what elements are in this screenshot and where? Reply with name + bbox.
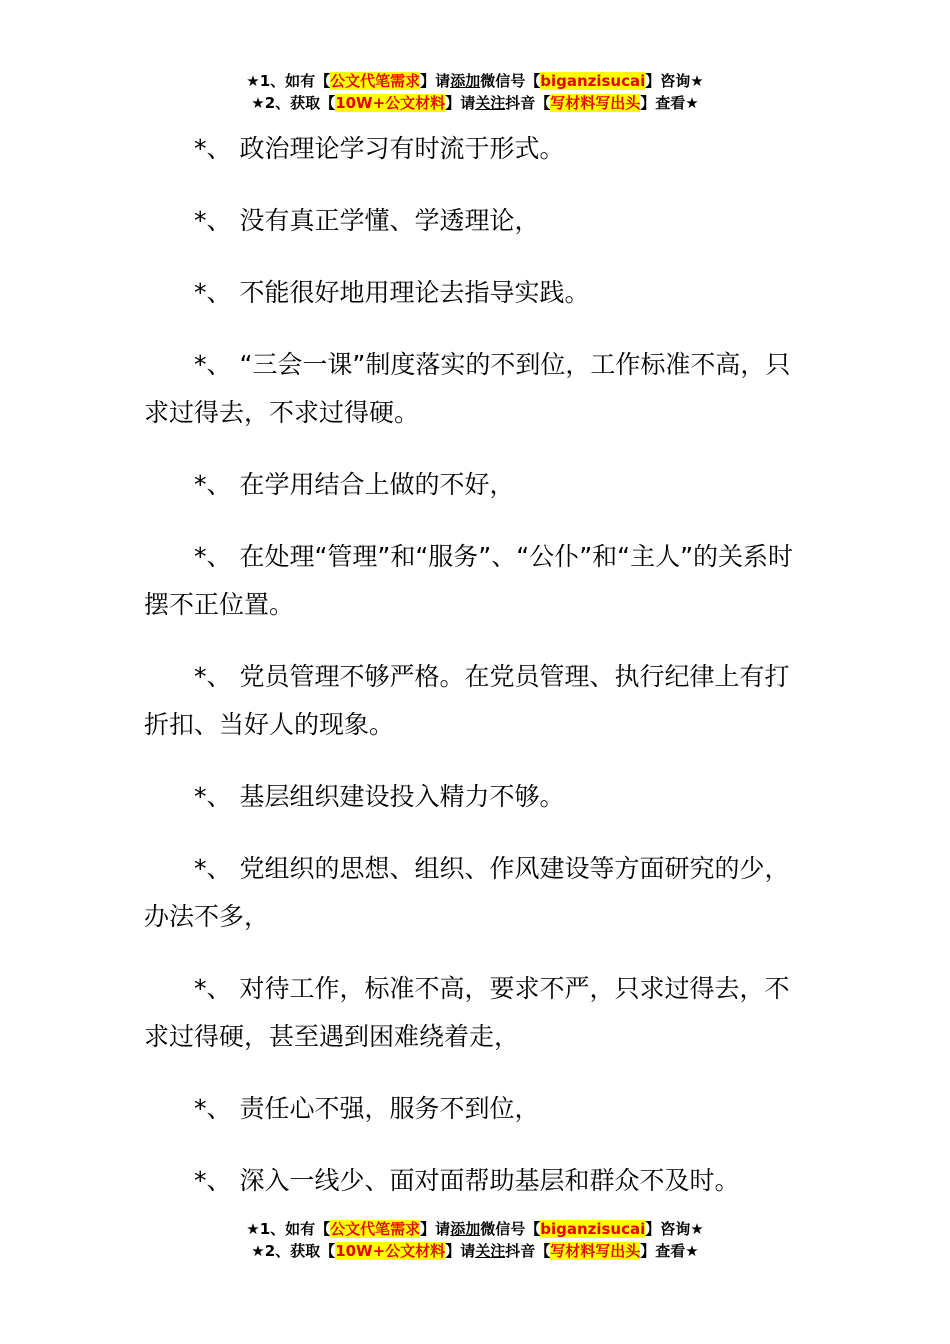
banner-douyin-id: 写材料写出头 bbox=[550, 94, 641, 112]
banner-text: ★1、如有【 bbox=[246, 1220, 331, 1238]
paragraph: *、 政治理论学习有时流于形式。 bbox=[194, 134, 565, 163]
footer-banner bbox=[0, 1218, 950, 1262]
paragraph: *、 党员管理不够严格。在党员管理、执行纪律上有打折扣、当好人的现象。 bbox=[144, 662, 790, 739]
paragraph: *、 深入一线少、面对面帮助基层和群众不及时。 bbox=[194, 1166, 740, 1195]
banner-underlined: 添加 bbox=[450, 72, 481, 90]
banner-text: 】请 bbox=[445, 94, 476, 112]
banner-underlined: 添加 bbox=[450, 1220, 481, 1238]
banner-highlight: 10W+公文材料 bbox=[335, 1242, 446, 1260]
banner-highlight: 公文代笔需求 bbox=[330, 1220, 421, 1238]
banner-highlight: 公文代笔需求 bbox=[330, 72, 421, 90]
banner-text: 】查看★ bbox=[640, 94, 699, 112]
banner-highlight: 10W+公文材料 bbox=[335, 94, 446, 112]
banner-wechat-id: biganzisucai bbox=[540, 1220, 646, 1238]
banner-text: 抖音【 bbox=[505, 1242, 551, 1260]
banner-wechat-id: biganzisucai bbox=[540, 72, 646, 90]
paragraph: *、 基层组织建设投入精力不够。 bbox=[194, 782, 565, 811]
document-body bbox=[144, 125, 810, 1229]
paragraph: *、 在学用结合上做的不好， bbox=[194, 470, 515, 499]
banner-text: 】查看★ bbox=[640, 1242, 699, 1260]
banner-text: ★1、如有【 bbox=[246, 72, 331, 90]
paragraph: *、 不能很好地用理论去指导实践。 bbox=[194, 278, 590, 307]
paragraph: *、 对待工作，标准不高，要求不严，只求过得去，不求过得硬，甚至遇到困难绕着走， bbox=[144, 974, 790, 1051]
banner-line-1 bbox=[0, 70, 950, 92]
banner-line-2 bbox=[0, 92, 950, 114]
banner-text: 】咨询★ bbox=[645, 1220, 704, 1238]
banner-underlined: 关注 bbox=[475, 94, 506, 112]
banner-text: 微信号【 bbox=[480, 72, 541, 90]
banner-douyin-id: 写材料写出头 bbox=[550, 1242, 641, 1260]
banner-line-1 bbox=[0, 1218, 950, 1240]
banner-underlined: 关注 bbox=[475, 1242, 506, 1260]
paragraph: *、 没有真正学懂、学透理论， bbox=[194, 206, 540, 235]
header-banner bbox=[0, 70, 950, 114]
banner-text: ★2、获取【 bbox=[251, 94, 336, 112]
banner-text: 】请 bbox=[445, 1242, 476, 1260]
banner-text: 抖音【 bbox=[505, 94, 551, 112]
banner-line-2 bbox=[0, 1240, 950, 1262]
paragraph: *、 党组织的思想、组织、作风建设等方面研究的少，办法不多， bbox=[144, 854, 790, 931]
banner-text: ★2、获取【 bbox=[251, 1242, 336, 1260]
banner-text: 微信号【 bbox=[480, 1220, 541, 1238]
banner-text: 】请 bbox=[420, 1220, 451, 1238]
paragraph: *、 责任心不强，服务不到位， bbox=[194, 1094, 540, 1123]
paragraph: *、 在处理“管理”和“服务”、“公仆”和“主人”的关系时摆不正位置。 bbox=[144, 542, 794, 619]
paragraph: *、 “三会一课”制度落实的不到位，工作标准不高，只求过得去，不求过得硬。 bbox=[144, 350, 791, 427]
banner-text: 】请 bbox=[420, 72, 451, 90]
banner-text: 】咨询★ bbox=[645, 72, 704, 90]
